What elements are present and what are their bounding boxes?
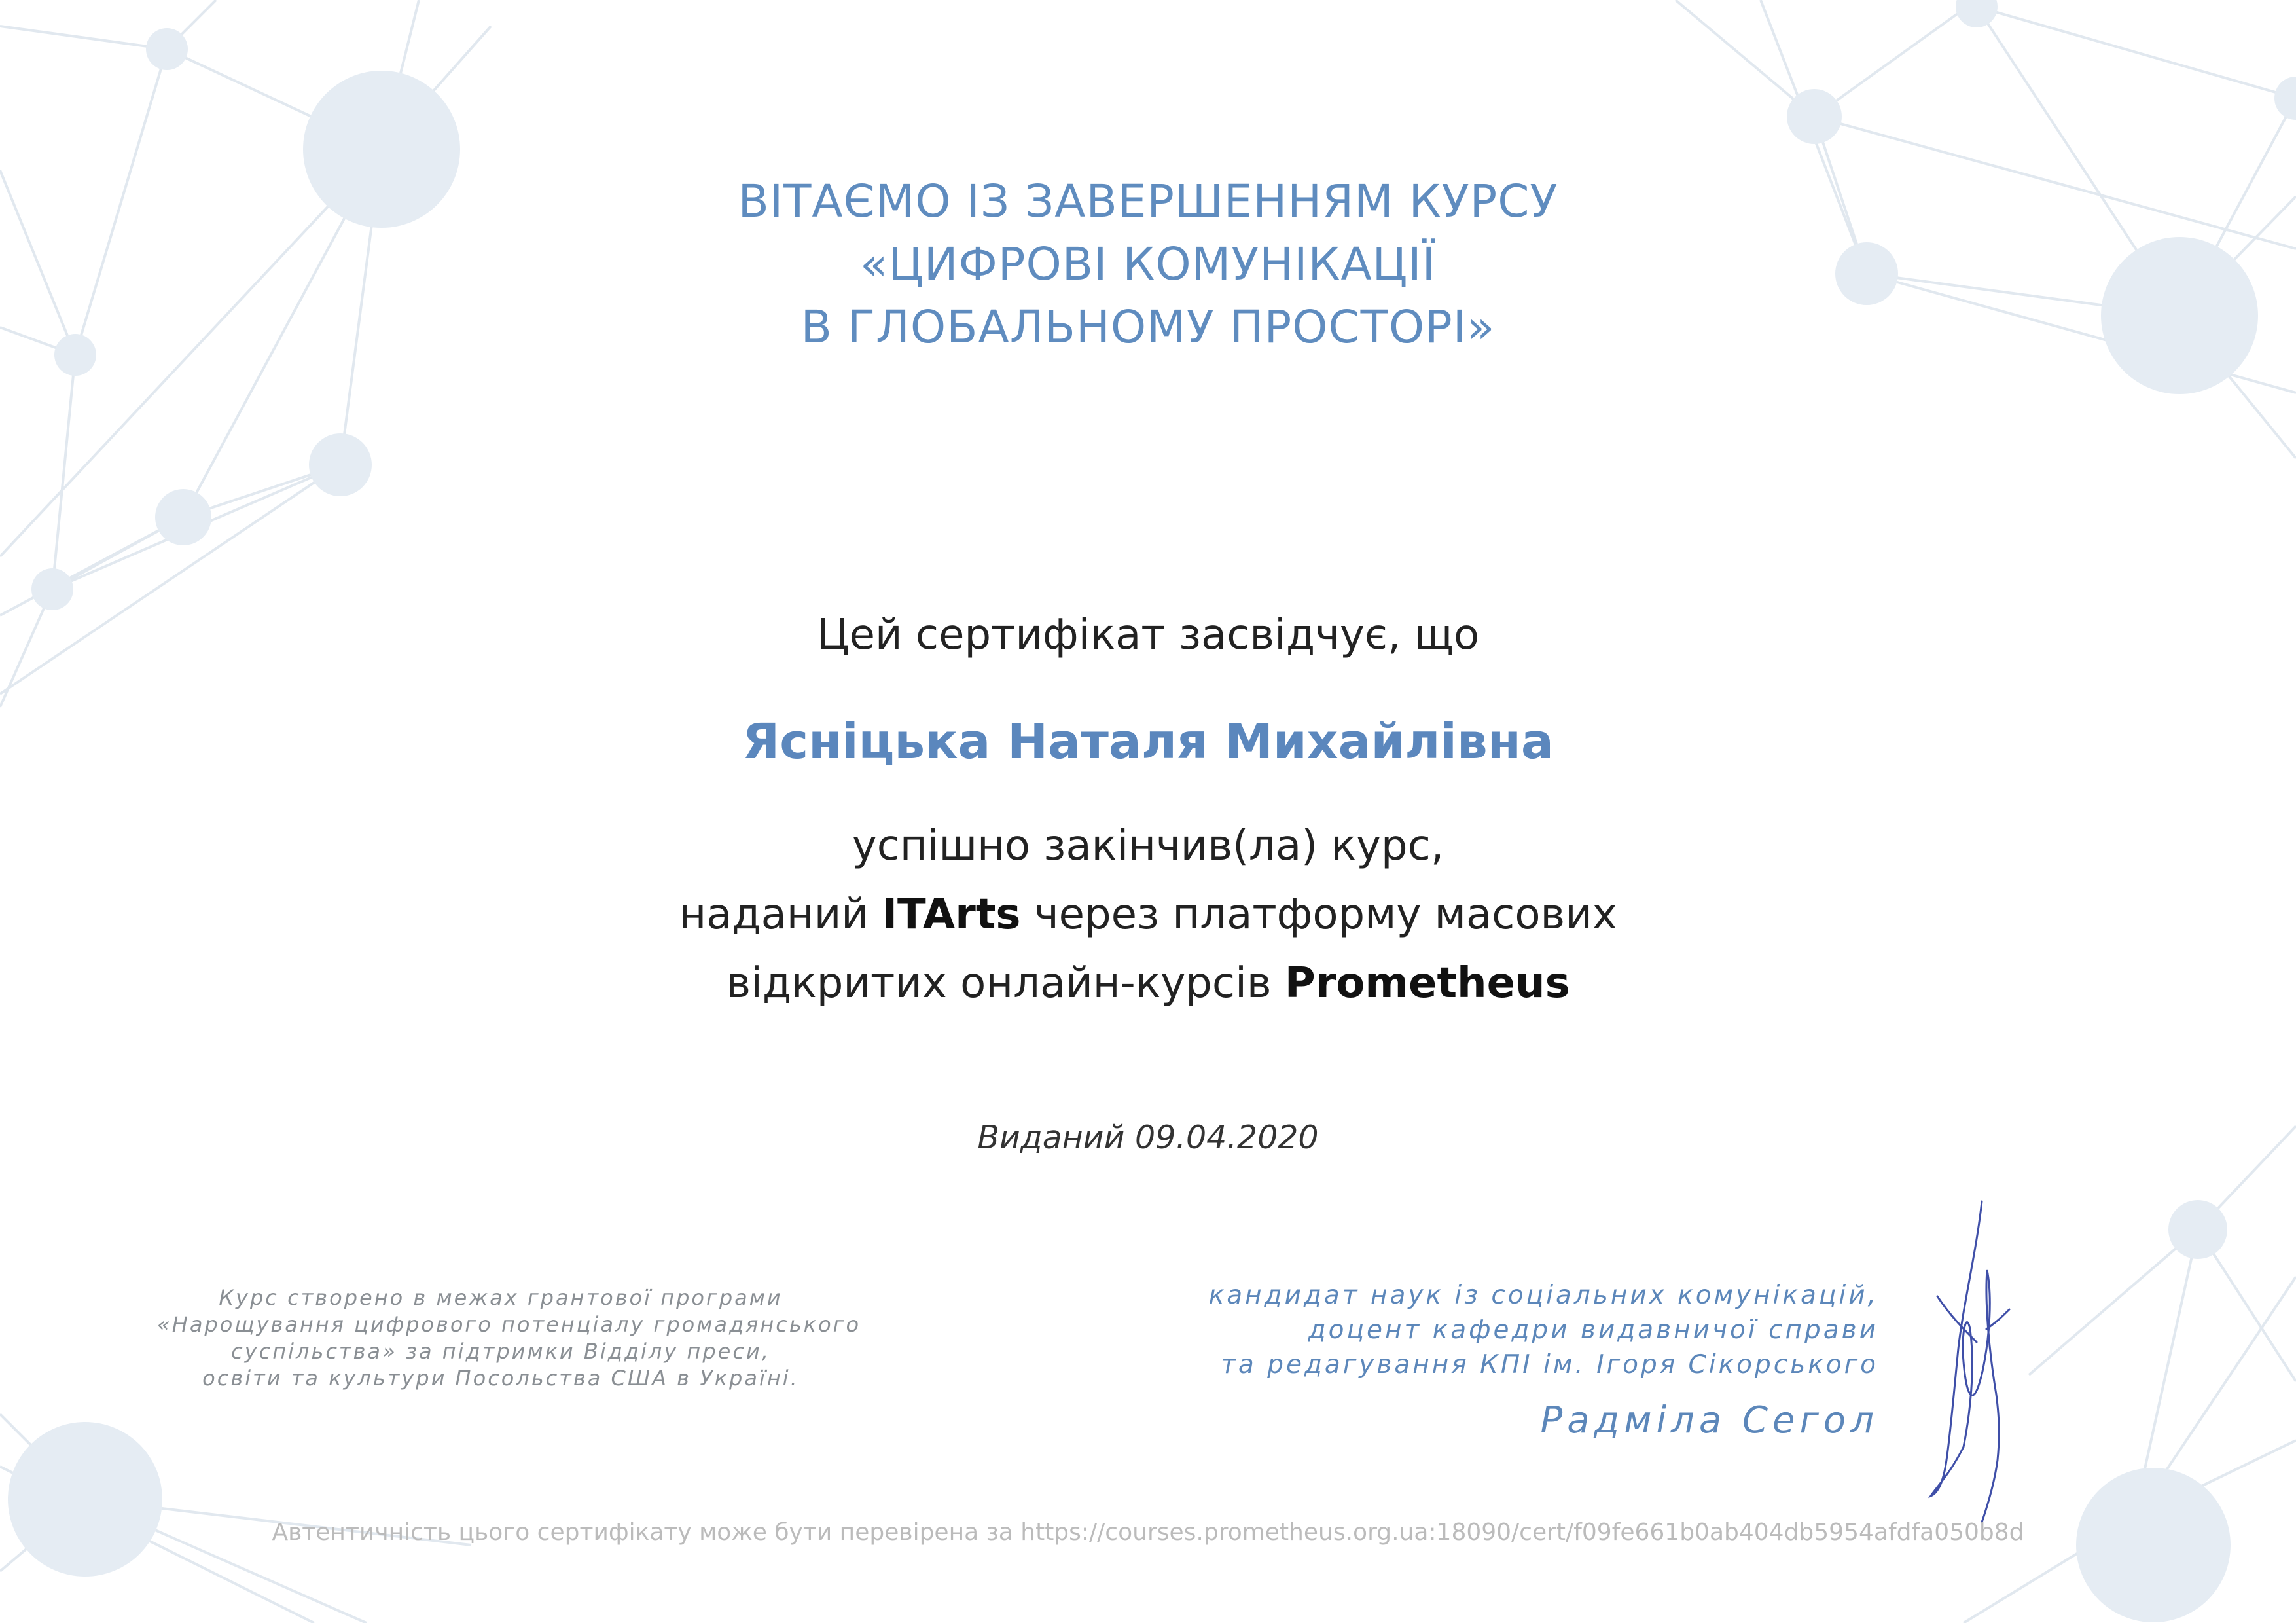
- handwritten-signature: [1924, 1198, 2016, 1525]
- grant-note-line: суспільства» за підтримки Відділу преси,: [231, 1339, 770, 1364]
- completion-line-2-suffix: через платформу масових: [1020, 890, 1617, 939]
- completion-line-3: [0, 949, 2296, 1018]
- signer-title-line: та редагування КПІ ім. Ігоря Сікорського: [1221, 1350, 1878, 1379]
- recipient-name: Ясніцька Наталя Михайлівна: [742, 714, 1554, 770]
- verification-note: [0, 1516, 2296, 1549]
- completion-line-1: успішно закінчив(ла) курс,: [852, 822, 1444, 870]
- grant-note-line: освіти та культури Посольства США в Україні.: [202, 1366, 799, 1391]
- signer-name: Радміла Сегол: [1540, 1399, 1878, 1442]
- signer-title: [1028, 1278, 1878, 1382]
- course-heading-line-1: ВІТАЄМО ІЗ ЗАВЕРШЕННЯМ КУРСУ: [738, 175, 1558, 228]
- verification-text: Автентичність цього сертифікату може бути перевірена за https://courses.prometheus.org.ua:18090/cert/f09fe661b0ab404db5954afdfa050b8d: [272, 1519, 2024, 1546]
- completion-line-2-prefix: наданий: [679, 890, 882, 939]
- grant-note-line: Курс створено в межах грантової програми: [219, 1285, 783, 1310]
- provider-name: ITArts: [882, 890, 1021, 939]
- signer-title-line: доцент кафедри видавничої справи: [1308, 1315, 1878, 1345]
- signer-title-line: кандидат наук із соціальних комунікацій,: [1208, 1281, 1878, 1310]
- completion-line-2: [0, 881, 2296, 949]
- platform-name: Prometheus: [1284, 959, 1570, 1008]
- completion-statement: [0, 812, 2296, 1018]
- issued-date: Виданий 09.04.2020: [977, 1119, 1319, 1156]
- course-heading-line-2: «ЦИФРОВІ КОМУНІКАЦІЇ: [860, 238, 1436, 291]
- course-heading-line-3: В ГЛОБАЛЬНОМУ ПРОСТОРІ»: [800, 301, 1496, 354]
- completion-line-3-prefix: відкритих онлайн-курсів: [726, 959, 1285, 1008]
- grant-note: [157, 1285, 861, 1392]
- grant-note-line: «Нарощування цифрового потенціалу громадянського: [157, 1312, 861, 1337]
- certify-statement: Цей сертифікат засвідчує, що: [816, 611, 1480, 659]
- course-heading: [0, 170, 2296, 359]
